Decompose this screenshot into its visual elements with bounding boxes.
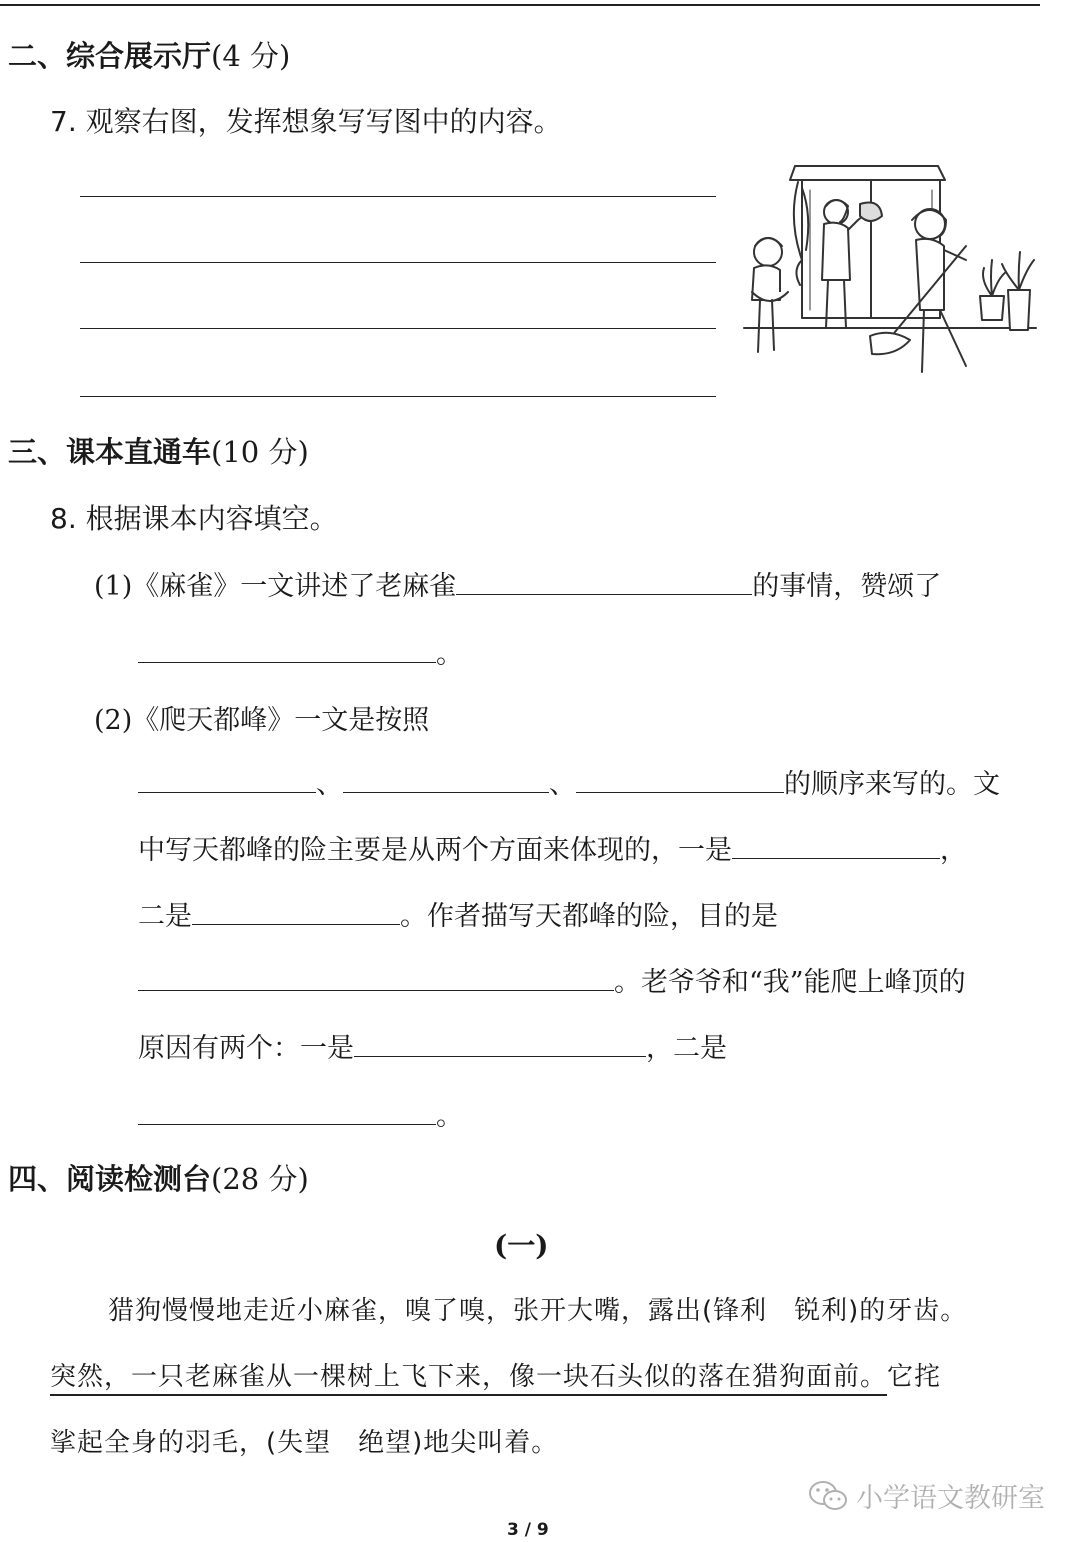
page-number: 3 / 9 [507, 1520, 549, 1540]
blank-5[interactable] [576, 766, 784, 793]
q8-part2-line5: 。老爷爷和“我”能爬上峰顶的 [138, 960, 966, 999]
q8-part2-line6: 原因有两个：一是 ，二是 [138, 1026, 727, 1065]
question-7: 7. 观察右图，发挥想象写写图中的内容。 [50, 105, 562, 138]
passage-line-2: 突然，一只老麻雀从一棵树上飞下来，像一块石头似的落在猎狗面前。它挓 [50, 1356, 941, 1393]
answer-line-1[interactable] [80, 196, 716, 197]
answer-line-2[interactable] [80, 262, 716, 263]
blank-7[interactable] [192, 898, 400, 925]
blank-2[interactable] [138, 636, 436, 663]
blank-1[interactable] [456, 568, 752, 595]
q8-part2-line2: 、 、 的顺序来写的。文 [138, 762, 1000, 801]
question-8: 8. 根据课本内容填空。 [50, 502, 338, 535]
passage-line-1: 猎狗慢慢地走近小麻雀，嗅了嗅，张开大嘴，露出(锋利 锐利)的牙齿。 [108, 1296, 968, 1326]
blank-4[interactable] [343, 766, 549, 793]
q8-part2-line1: (2)《爬天都峰》一文是按照 [94, 705, 430, 736]
reading-part-title: (一) [494, 1229, 549, 1262]
family-cleaning-illustration [740, 160, 1040, 380]
q8-part1-line2: 。 [138, 632, 463, 671]
q8-part1-line1: (1)《麻雀》一文讲述了老麻雀 的事情，赞颂了 [94, 564, 941, 603]
top-rule [0, 4, 1040, 6]
answer-line-4[interactable] [80, 396, 716, 397]
passage-line-3: 挲起全身的羽毛，(失望 绝望)地尖叫着。 [50, 1428, 559, 1458]
blank-10[interactable] [138, 1098, 436, 1125]
answer-line-3[interactable] [80, 328, 716, 329]
blank-3[interactable] [138, 766, 316, 793]
blank-9[interactable] [354, 1030, 646, 1057]
underlined-sentence: 突然，一只老麻雀从一棵树上飞下来，像一块石头似的落在猎狗面前。 [50, 1362, 887, 1396]
q8-part2-line7: 。 [138, 1094, 463, 1133]
section-3-heading: 三、课本直通车(10 分) [8, 435, 309, 469]
blank-6[interactable] [732, 832, 940, 859]
wechat-icon [808, 1479, 848, 1513]
q8-part2-line4: 二是 。作者描写天都峰的险，目的是 [138, 894, 778, 933]
blank-8[interactable] [138, 964, 614, 991]
q8-part2-line3: 中写天都峰的险主要是从两个方面来体现的，一是 ， [138, 828, 967, 867]
watermark: 小学语文教研室 [808, 1476, 1045, 1515]
section-2-heading: 二、综合展示厅(4 分) [8, 39, 291, 73]
section-4-heading: 四、阅读检测台(28 分) [8, 1162, 309, 1196]
